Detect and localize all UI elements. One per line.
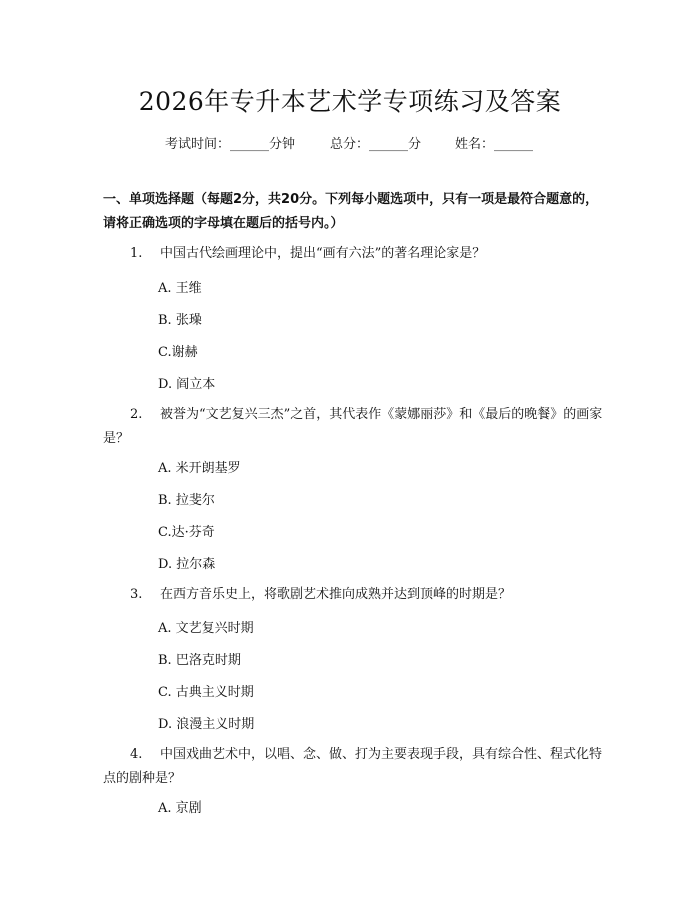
question-number: 3. xyxy=(130,587,143,602)
total-score-field: 总分：______分 xyxy=(330,137,422,152)
question-text: 中国古代绘画理论中，提出“画有六法”的著名理论家是？ xyxy=(160,246,486,261)
question-text: 在西方音乐史上，将歌剧艺术推向成熟并达到顶峰的时期是？ xyxy=(160,587,512,602)
page-title: 2026年专升本艺术学专项练习及答案 xyxy=(138,87,562,116)
option-3d: D. 浪漫主义时期 xyxy=(158,717,255,732)
option-3a: A. 文艺复兴时期 xyxy=(158,621,254,636)
option-1d: D. 阎立本 xyxy=(158,377,216,392)
option-1a: A. 王维 xyxy=(158,281,202,296)
option-2b: B. 拉斐尔 xyxy=(158,493,215,508)
option-2d: D. 拉尔森 xyxy=(158,557,216,572)
question-number: 4. xyxy=(130,747,143,762)
option-1c: C.谢赫 xyxy=(158,345,198,360)
option-3c: C. 古典主义时期 xyxy=(158,685,254,700)
question-number: 1. xyxy=(130,246,143,261)
option-2a: A. 米开朗基罗 xyxy=(158,461,241,476)
exam-time-field: 考试时间：______分钟 xyxy=(165,137,296,152)
option-2c: C.达·芬奇 xyxy=(158,525,215,540)
question-number: 2. xyxy=(130,407,143,422)
option-1b: B. 张璪 xyxy=(158,313,202,328)
name-field: 姓名：______ xyxy=(455,137,534,152)
question-text: 被誉为“文艺复兴三杰”之首，其代表作《蒙娜丽莎》和《最后的晚餐》的画家是？ xyxy=(103,407,603,446)
option-4a: A. 京剧 xyxy=(158,801,202,816)
section-header: 一、单项选择题（每题2分，共20分。下列每小题选项中，只有一项是最符合题意的，请将正确选项的字母填在题后的括号内。） xyxy=(103,192,599,231)
question-3 xyxy=(103,583,608,607)
question-1 xyxy=(103,242,608,266)
question-2 xyxy=(103,403,608,451)
question-4 xyxy=(103,743,608,791)
option-3b: B. 巴洛克时期 xyxy=(158,653,241,668)
question-text: 中国戏曲艺术中，以唱、念、做、打为主要表现手段，具有综合性、程式化特点的剧种是？ xyxy=(103,747,603,786)
